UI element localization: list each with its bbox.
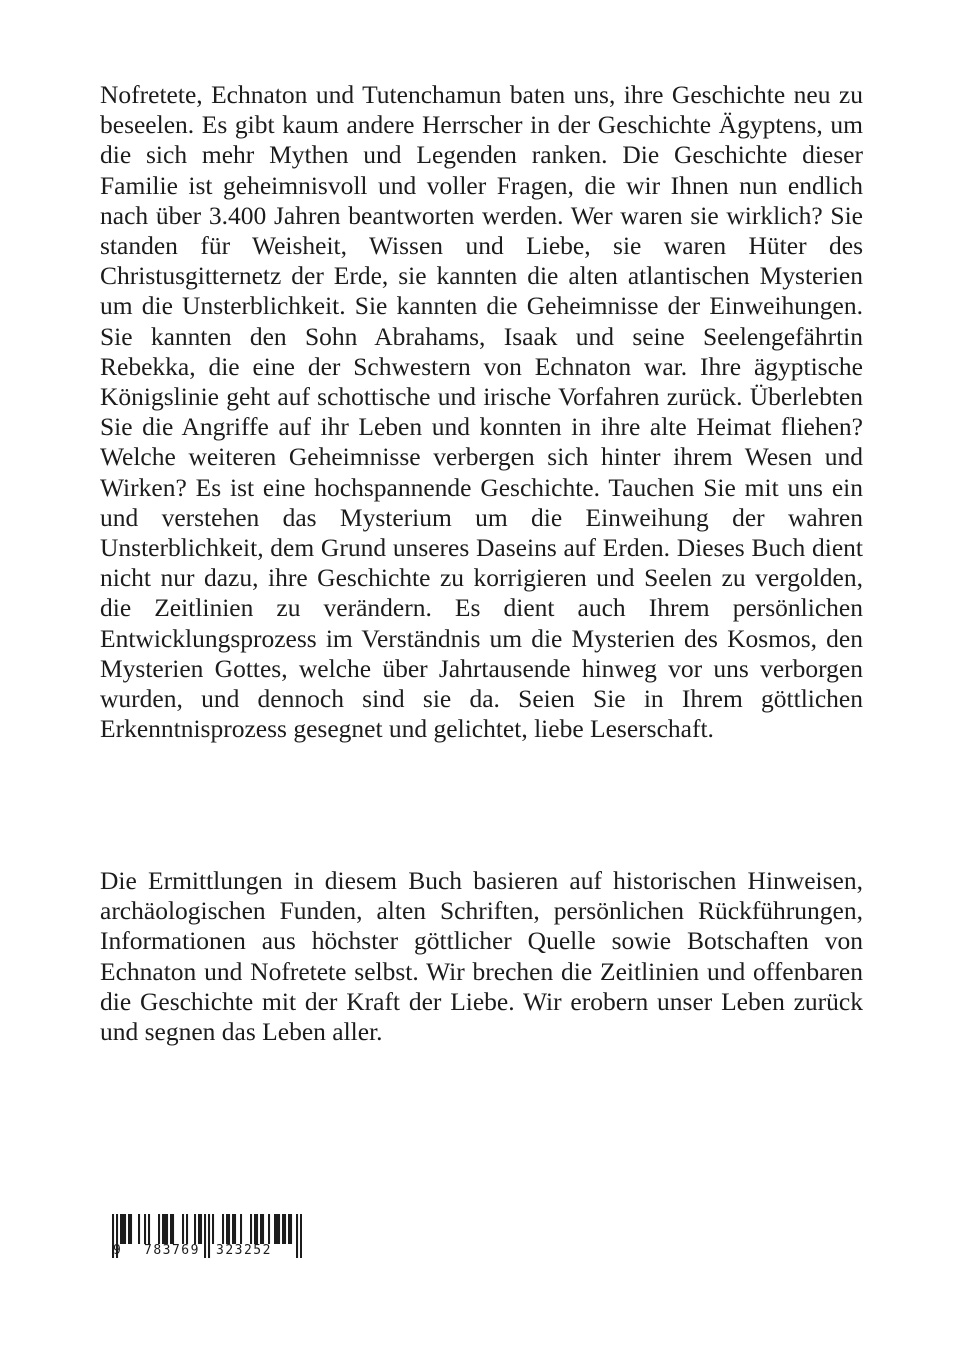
barcode-bar <box>234 1214 236 1244</box>
barcode-bar <box>282 1214 284 1244</box>
barcode-bar <box>256 1214 258 1244</box>
barcode-bar <box>144 1214 146 1244</box>
barcode-bar <box>262 1214 264 1244</box>
barcode-bar <box>182 1214 184 1244</box>
barcode-bar <box>138 1214 140 1244</box>
barcode-bar <box>260 1214 262 1244</box>
barcode-bar <box>124 1214 126 1244</box>
barcode-bar <box>186 1214 188 1244</box>
barcode-bar <box>120 1214 122 1244</box>
blurb-paragraph-2: Die Ermittlungen in diesem Buch basieren auf historischen Hinweisen, archäologischen Funden, alten Schriften, persönlichen Rückführungen, Informationen aus höchster göttlicher Quelle sowie Botschaften von Echnaton und Nofretete selbst. Wir brechen die Zeitlinien und offenbaren die Geschichte mit der Kraft der Liebe. Wir erobern unser Leben zurück und segnen das Leben aller. <box>100 866 863 1047</box>
barcode-bar <box>284 1214 286 1244</box>
barcode-bar <box>278 1214 280 1244</box>
barcode-bar <box>226 1214 228 1244</box>
barcode-bar <box>170 1214 172 1244</box>
barcode-bar <box>300 1214 302 1258</box>
barcode-bar <box>288 1214 290 1244</box>
barcode-left-digits: 783769 <box>144 1243 200 1258</box>
barcode-bar <box>222 1214 224 1244</box>
barcode-bar <box>232 1214 234 1244</box>
barcode-bar <box>250 1214 252 1244</box>
isbn-barcode <box>112 1214 302 1264</box>
barcode-right-digits: 323252 <box>216 1243 272 1258</box>
barcode-bar <box>276 1214 278 1244</box>
barcode-bar <box>164 1214 166 1244</box>
barcode-bar <box>212 1214 214 1244</box>
barcode-bar <box>122 1214 124 1244</box>
barcode-bar <box>240 1214 242 1244</box>
barcode-bars <box>112 1214 302 1260</box>
barcode-bar <box>254 1214 256 1244</box>
barcode-bar <box>158 1214 160 1244</box>
barcode-first-digit: 9 <box>113 1243 123 1258</box>
barcode-bar <box>268 1214 270 1244</box>
barcode-bar <box>130 1214 132 1244</box>
barcode-bar <box>296 1214 298 1258</box>
barcode-bar <box>208 1214 210 1258</box>
barcode-bar <box>162 1214 164 1244</box>
barcode-bar <box>290 1214 292 1244</box>
barcode-bar <box>148 1214 150 1244</box>
barcode-bar <box>204 1214 206 1258</box>
barcode-bar <box>200 1214 202 1244</box>
barcode-bar <box>166 1214 168 1244</box>
blurb-paragraph-1: Nofretete, Echnaton und Tutenchamun baten uns, ihre Geschichte neu zu beseelen. Es gibt kaum andere Herrscher in der Geschichte Ägyptens, um die sich mehr Mythen und Legenden ranken. Die Geschichte dieser Familie ist geheimnisvoll und voller Fragen, die wir Ihnen nun endlich nach über 3.400 Jahren beantworten werden. Wer waren sie wirklich? Sie standen für Weisheit, Wissen und Liebe, sie waren Hüter des Christusgitternetz der Erde, sie kannten die alten atlantischen Mysterien um die Unsterblichkeit. Sie kannten die Geheimnisse der Einweihungen. Sie kannten den Sohn Abrahams, Isaak und seine Seelengefährtin Rebekka, die eine der Schwestern von Echnaton war. Ihre ägyptische Königslinie geht auf schottische und irische Vorfahren zurück. Überlebten Sie die Angriffe auf ihr Leben und konnten in ihre alte Heimat fliehen? Welche weiteren Geheimnisse verbergen sich hinter ihrem Wesen und Wirken? Es ist eine hochspannende Geschichte. Tauchen Sie mit uns ein und verstehen das Mysterium um die Einweihung der wahren Unsterblichkeit, dem Grund unseres Daseins auf Erden. Dieses Buch dient nicht nur dazu, ihre Geschichte zu korrigieren und Seelen zu vergolden, die Zeitlinien zu verändern. Es dient auch Ihrem persönlichen Entwicklungsprozess im Verständnis um die Mysterien des Kosmos, den Mysterien Gottes, welche über Jahrtausende hinweg vor uns verborgen wurden, und dennoch sind sie da. Seien Sie in Ihrem göttlichen Erkenntnisprozess gesegnet und gelichtet, liebe Leserschaft. <box>100 80 863 744</box>
barcode-bar <box>172 1214 174 1244</box>
barcode-bar <box>128 1214 130 1244</box>
barcode-bar <box>194 1214 196 1244</box>
barcode-bar <box>228 1214 230 1244</box>
barcode-bar <box>198 1214 200 1244</box>
barcode-bar <box>274 1214 276 1244</box>
